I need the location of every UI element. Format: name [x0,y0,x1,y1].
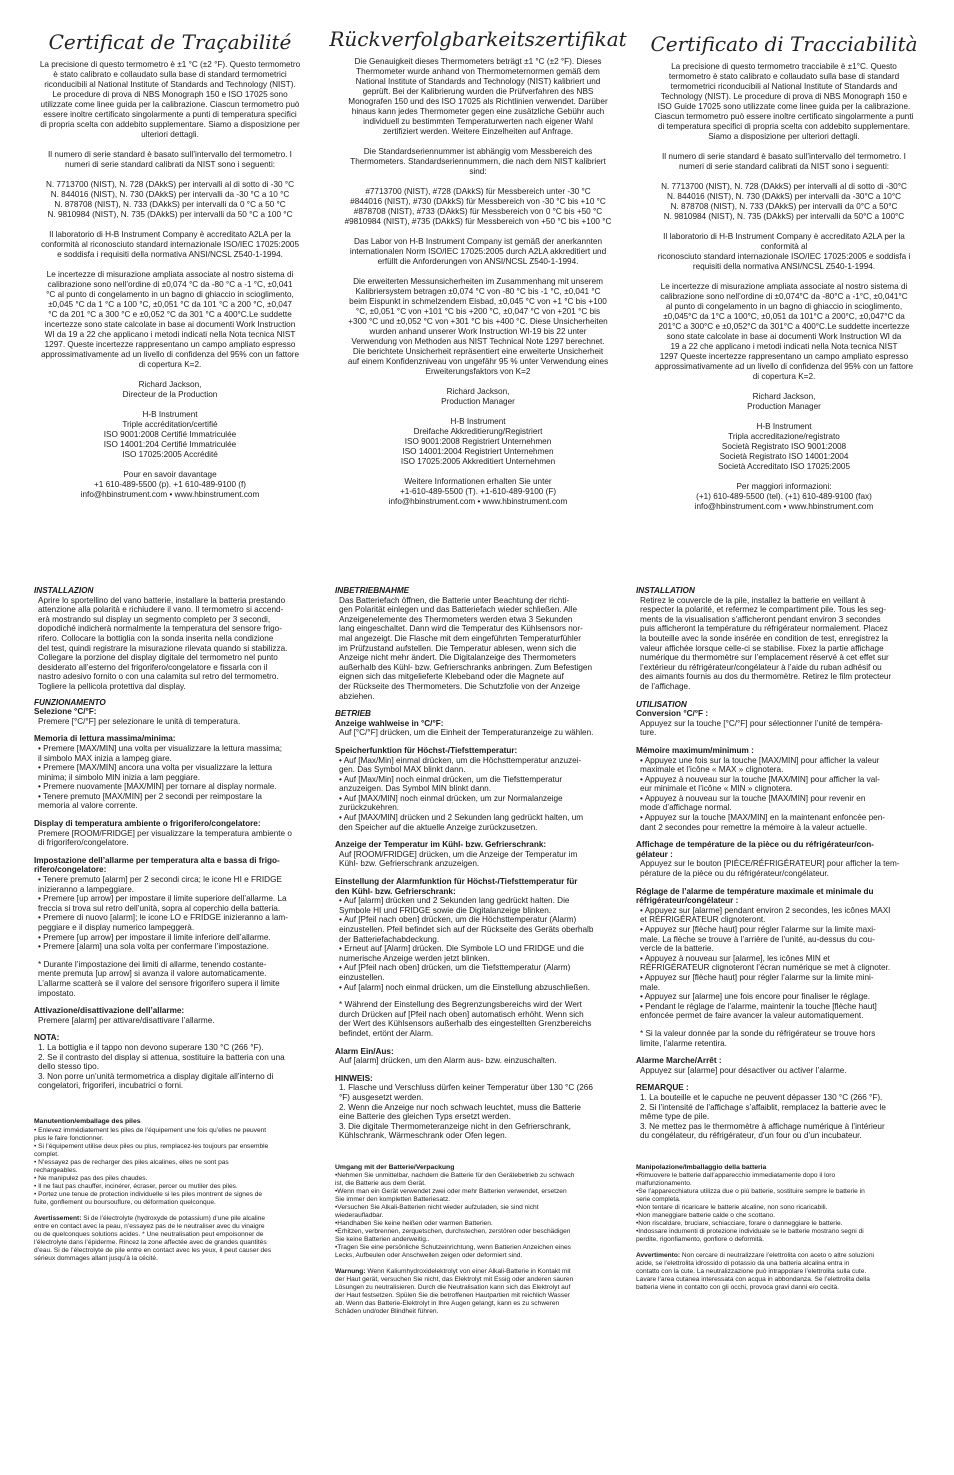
unit-selection-text: Auf [°C/°F] drücken, um die Einheit der Temperaturanzeige zu wählen. [339,728,594,738]
subheading-memory: Mémoire maximum/minimum : [636,745,754,755]
certificate-title: Certificat de Traçabilité [48,30,292,54]
subheading-battery-handling: Umgang mit der Batterie/Verpackung [335,1163,455,1171]
certificate-german [328,27,628,517]
display-text: Premere [ROOM/FRIDGE] per visualizzare la temperatura ambiente o di frigorifero/congelatore. [38,828,292,848]
section-heading-operation: UTILISATION [636,699,687,709]
alarm-toggle-text: Premere [alarm] per attivare/disattivare l’allarme. [38,1015,215,1025]
cert-uncertainty-paragraph: Le incertezze di misurazione ampliata associate al nostro sistema di calibrazione sono nell’ordine di ±0,074°C da -80°C a -1°C, ±0,041°C al punto di congelamento in un bagno di ghiaccio in scioglimento, ±0,045°C da 1°C a 100°C, ±0,051 da 101°C a 200°C, ±0,047°C da 201°C a 300°C e ±0,052°C da 301°C a 400°C.Le suddette incertezze sono state calcolate in base ai documenti Work Instruction WI da 19 a 22 che applicano i metodi indicati nella Nota tecnica NIST 1297 Queste incertezze rappresentano un campo ampliato espresso approssimativamente ad un livello di confidenza del 95% con un fattore di copertura K=2. [654,282,914,381]
battery-handling-text: • Enlevez immédiatement les piles de l’équipement une fois qu’elles ne peuvent plus le faire fonctionner. • Si l’équipement utilise deux piles ou plus, remplacez-les toujours par ensemble complet. • N’essayez pas de recharger des piles alcalines, elles ne sont pas rechargeables. • Ne manipulez pas des piles chaudes. • Il ne faut pas chauffer, incinérer, écraser, percer ou mutiler des piles. • Portez une tenue de protection individuelle si les piles montrent de signes de fuite, gonflement ou boursouflure, ou déformation quelconque. [34,1126,269,1206]
alarm-toggle-text: Appuyez sur [alarme] pour désactiver ou activer l’alarme. [640,1065,847,1075]
cert-serial-intro: Il numero di serie standard è basato sull’intervallo del termometro. I numeri di serie standard calibrati da NIST sono i seguenti: [662,152,906,171]
alarm-toggle-text: Auf [alarm] drücken, um den Alarm aus- bzw. einzuschalten. [339,1056,557,1066]
subheading-unit-selection: Anzeige wahlweise in °C/°F: [335,718,444,728]
cert-contact: Per maggiori informazioni: (+1) 610-489-5500 (tel). (+1) 610-489-9100 (fax) info@hbinstrument.com • www.hbinstrument.com [694,482,874,511]
cert-serial-intro: Die Standardseriennummer ist abhängig vom Messbereich des Thermometers. Standardseriennummern, die nach dem NIST kalibriert sind: [350,147,606,176]
unit-selection-text: Premere [°C/°F] per selezionare le unità di temperatura. [38,716,241,726]
subheading-display: Anzeige der Temperatur im Kühl- bzw. Gefrierschrank: [335,840,547,850]
note-text: 1. La bouteille et le capuche ne peuvent dépasser 130 °C (266 °F). 2. Si l’intensité de l’affichage s’affaiblit, remplacez la batterie avec le même type de pile. 3. Ne mettez pas le thermomètre à affichage numérique à l’intérieur du congélateur, du réfrigérateur, d’un four ou d’un incubateur. [640,1092,886,1141]
certificate-french [20,30,320,510]
alarm-note: * Durante l’impostazione dei limiti di allarme, tenendo costante- mente premuta [up arrow] si avanza il valore automaticamente. L’allarme scatterà se il valore del sensore frigorifero supera il limite impostato. [38,959,280,998]
subheading-alarm-setting: Impostazione dell’allarme per temperatura alta e bassa di frigo- rifero/congelatore: [34,855,280,875]
memory-text: • Appuyez une fois sur la touche [MAX/MIN] pour afficher la valeur maximale et l’icône « MAX » clignotera. • Appuyez à nouveau sur la touche [MAX/MIN] pour afficher la val- eur minimale et l’icône « MIN » clignotera. • Appuyez à nouveau sur la touche [MAX/MIN] pour revenir en mode d’affichage normal. • Appuyez sur la touche [MAX/MIN] en la maintenant enfoncée pen- dant 2 secondes pour remettre la mémoire à la valeur actuelle. [640,755,885,832]
battery-handling-text: •Rimuovere le batterie dall’apparecchio immediatamente dopo il loro malfunzionamento. •Se l’apparecchiatura utilizza due o più batterie, sostituire sempre le batterie in serie completa. •Non tentare di ricaricare le batterie alcaline, non sono ricaricabili. •Non maneggiare batterie calde o che scottano. •Non riscaldare, bruciare, schiacciare, forare o danneggiare le batterie. •Indossare indumenti di protezione individuale se le batterie mostrano segni di perdite, rigonfiamento, gonfiore o deformità. [636,1172,865,1244]
installation-text: Retirez le couvercle de la pile, installez la batterie en veillant à respecter la polarité, et refermez le compartiment pile. Tous les seg- ments de la visualisation s’afficheront pendant environ 3 secondes puis afficheront la température du réfrigérateur normalement. Placez la bouteille avec la sonde insérée en condition de test, enregistrez la valeur affichée lorsque celle-ci se stabilise. Fixez la partie affichage numérique du thermomètre sur l’emplacement réservé à cet effet sur l’extérieur du réfrigérateur/congélateur à l’aide du ruban adhésif ou des aimants fournis au dos du thermomètre. Retirez le film protecteur de l’affichage. [640,595,892,691]
cert-company-block: H-B Instrument Dreifache Akkreditierung/Registriert ISO 9001:2008 Registriert Unternehmen ISO 14001:2004 Registriert Unternehmen ISO 17025:2005 Akkreditiert Unternehmen [400,417,556,466]
warning-label: Avvertimento: [636,1252,681,1260]
subheading-display: Affichage de température de la pièce ou du réfrigérateur/con- gélateur : [636,840,874,859]
subheading-display: Display di temperatura ambiente o frigorifero/congelatore: [34,819,261,829]
certificate-italian [634,32,934,522]
cert-serial-list: N. 7713700 (NIST), N. 728 (DAkkS) per intervalli al di sotto di -30°C N. 844016 (NIST), N. 730 (DAkkS) per intervalli da -30°C a 10°C N. 878708 (NIST), N. 733 (DAkkS) per intervalli da 0°C a 50°C N. 9810984 (NIST), N. 735 (DAkkS) per intervalli da 50°C a 100°C [661,182,907,221]
alarm-setting-text: • Appuyez sur [alarme] pendant environ 2 secondes, les icônes MAXI et RÉFRIGÉRATEUR clignoteront. • Appuyez sur [flèche haut] pour régler l’alarme sur la limite maxi- male. La flèche se trouve à l’arrière de l’unité, au-dessus du cou- vercle de la batterie. • Appuyez à nouveau sur [alarme], les icônes MIN et RÉFRIGÉRATEUR clignoteront l’écran numérique se met à clignoter. • Appuyez sur [flèche haut] pour régler l’alarme sur la limite mini- male. • Appuyez sur [alarme] une fois encore pour finaliser le réglage. • Pendant le réglage de l’alarme, maintenir la touche [flèche haut] enfoncée permet de faire avancer la valeur automatiquement. [640,905,891,1021]
instructions-french [636,580,926,1292]
cert-accuracy-paragraph: Die Genauigkeit dieses Thermometers beträgt ±1 °C (±2 °F). Dieses Thermometer wurde anhand von Thermometernormen gemäß dem National Institute of Standards and Technology (NIST) kalibriert und geprüft. Bei der Kalibrierung wurden die Prüfverfahren des NBS Monografen 150 und des ISO 17025 als Richtlinien verwendet. Darüber hinaus kann jedes Thermometer gegen eine zusätzliche Gebühr auch individuell zu bestimmten Temperaturwerten nach eigener Wahl zertifiziert werden. Weitere Einzelheiten auf Anfrage. [348,57,608,136]
unit-selection-text: Appuyez sur la touche [°C/°F] pour sélectionner l’unité de tempéra- ture. [640,718,883,738]
subheading-unit-selection: Conversion °C/°F : [636,709,709,719]
cert-signature: Richard Jackson, Production Manager [747,392,821,411]
subheading-memory: Memoria di lettura massima/minima: [34,734,176,744]
alarm-note: * Si la valeur donnée par la sonde du réfrigérateur se trouve hors limite, l’alarme retentira. [640,1028,876,1048]
cert-lab-accreditation: Il laboratorio di H-B Instrument Company è accreditato A2LA per la conformità al riconosciuto standard internazionale ISO/IEC 17025:2005 e soddisfa i requisiti della normativa ANSI/NCSL Z540-1-1994. [657,232,911,271]
cert-contact: Weitere Informationen erhalten Sie unter +1-610-489-5500 (T). +1-610-489-9100 (F) info@hbinstrument.com • www.hbinstrument.com [388,477,568,506]
display-text: Auf [ROOM/FRIDGE] drücken, um die Anzeige der Temperatur im Kühl- bzw. Gefrierschrank anzuzeigen. [339,849,578,869]
warning-label: Warnung: [335,1268,366,1276]
alarm-note: * Während der Einstellung des Begrenzungsbereichs wird der Wert durch Drücken auf [Pfeil nach oben] automatisch erhöht. Wenn sich der Wert des Kühlsensors außerhalb des eingestellten Grenzbereichs befindet, ertönt der Alarm. [339,1000,592,1038]
subheading-alarm-toggle: Alarme Marche/Arrêt : [636,1056,722,1066]
subheading-memory: Speicherfunktion für Höchst-/Tiefsttemperatur: [335,745,518,755]
subheading-alarm-setting: Réglage de l’alarme de température maximale et minimale du réfrigérateur/congélateur : [636,886,874,906]
cert-serial-intro: Il numero di serie standard è basato sull’intervallo del termometro. I numeri di serie standard calibrati da NIST sono i seguenti: [48,150,292,169]
battery-warning [34,1215,324,1263]
subheading-unit-selection: Selezione °C/°F: [34,707,97,717]
battery-warning [335,1268,625,1316]
cert-signature: Richard Jackson, Directeur de la Production [122,380,218,399]
display-text: Appuyez sur le bouton [PIÈCE/RÉFRIGÉRATEUR] pour afficher la tem- pérature de la pièce ou du réfrigérateur/congélateur. [640,859,900,879]
warning-label: Avertissement: [34,1214,82,1222]
section-heading-operation: BETRIEB [335,709,371,719]
subheading-alarm-setting: Einstellung der Alarmfunktion für Höchst-/Tiefsttemperatur für den Kühl- bzw. Gefrierschrank: [335,877,578,896]
subheading-note: NOTA: [34,1033,60,1043]
subheading-alarm-toggle: Attivazione/disattivazione dell’allarme: [34,1006,185,1016]
subheading-battery-handling: Manipolazione/Imballaggio della batteria [636,1163,767,1171]
cert-uncertainty-paragraph: Die erweiterten Messunsicherheiten im Zusammenhang mit unserem Kalibriersystem betragen ±0,074 °C von -80 °C bis -1 °C, ±0,041 °C beim Eispunkt in schmelzendem Eisbad, ±0,045 °C von +1 °C bis +100 °C, ±0,051 °C von +101 °C bis +200 °C, ±0,047 °C von +201 °C bis +300 °C und ±0,052 °C von +301 °C bis +400 °C. Diese Unsicherheiten wurden anhand unserer Work Instruction WI-19 bis 22 unter Verwendung von Methoden aus NIST Technical Note 1297 berechnet. Die berichtete Unsicherheit repräsentiert eine erweiterte Unsicherheit auf einem Konfidenzniveau von ungefähr 95 % unter Verwendung eines Erweiterungsfaktors von K=2 [347,277,609,376]
certificate-title: Certificato di Tracciabilità [650,32,918,56]
warning-text: Si de l’électrolyte (hydroxyde de potassium) d’une pile alcaline entre en contact avec la peau, n’essayez pas de le neutraliser avec du vinaigre ou de quelconques solutions acides. * Une neutralisation peut empoisonner de l’électrolyte dans l’épiderme. Rincez la zone affectée avec de grandes quantités d’eau. Si de l’électrolyte de pile entre en contact avec les yeux, il peut causer des sérieux dommages allant jusqu’à la cécité. [34,1214,272,1262]
instructions-italian [34,580,324,1263]
subheading-battery-handling: Manutention/emballage des piles [34,1117,141,1125]
cert-accuracy-paragraph: La precisione di questo termometro è ±1 °C (±2 °F). Questo termometro è stato calibrato e collaudato sulla base di standard termometrici riconducibili al National Institute of Standards and Technology (NIST). Le procedure di prova di NBS Monograph 150 e ISO 17025 sono utilizzate come linee guida per la calibrazione. Ciascun termometro può essere inoltre certificato singolarmente a punti di temperatura specifici di propria scelta con addebito supplementare. Siamo a disposizione per ulteriori dettagli. [39,60,301,139]
installation-text: Das Batteriefach öffnen, die Batterie unter Beachtung der richti- gen Polarität einlegen und das Batteriefach wieder schließen. Alle Anzeigenelemente des Thermometers werden etwa 3 Sekunden lang eingeschaltet. Dann wird die Temperatur des Kühlsensors nor- mal angezeigt. Die Flasche mit dem eingeführten Temperaturfühler im Prüfzustand aufstellen. Die Temperatur ablesen, wenn sich die Anzeige nicht mehr ändert. Die Digitalanzeige des Thermometers außerhalb des Kühl- bzw. Gefrierschranks anbringen. Zum Befestigen eignen sich das mitgelieferte Klebeband oder die Magnete auf der Rückseite des Thermometers. Die Schutzfolie von der Anzeige abziehen. [339,595,593,701]
cert-contact: Pour en savoir davantage +1 610-489-5500 (p). +1 610-489-9100 (f) info@hbinstrument.com • www.hbinstrument.com [80,470,260,499]
memory-text: • Premere [MAX/MIN] una volta per visualizzare la lettura massima; il simbolo MAX inizia a lampeg giare. • Premere [MAX/MIN] ancora una volta per visualizzare la lettura minima; il simbolo MIN inizia a lam peggiare. • Premere nuovamente [MAX/MIN] per tornare al display normale. • Tenere premuto [MAX/MIN] per 2 secondi per reimpostare la memoria al valore corrente. [38,743,283,811]
cert-lab-accreditation: Das Labor von H-B Instrument Company ist gemäß der anerkannten internationalen Norm ISO/IEC 17025:2005 durch A2LA akkreditiert und erfüllt die Anforderungen von ANSI/NCSL Z540-1-1994. [349,237,607,266]
battery-handling-text: •Nehmen Sie unmittelbar, nachdem die Batterie für den Gerätebetrieb zu schwach ist, die Batterie aus dem Gerät. •Wenn man ein Gerät verwendet zwei oder mehr Batterien verwendet, ersetzen Sie immer den kompletten Batteriesatz. •Versuchen Sie Alkali-Batterien nicht wieder aufzuladen, sie sind nicht wiederaufladbar. •Handhaben Sie keine heißen oder warmen Batterien. •Erhitzen, verbrennen, zerquetschen, durchstechen, zerstören oder beschädigen Sie keine Batterien anderweitig.. •Tragen Sie eine persönliche Schutzeinrichtung, wenn Batterien Anzeichen eines Lecks, Aufbeulen oder Anschwellen zeigen oder deformiert sind. [335,1172,575,1260]
note-text: 1. La bottiglia e il tappo non devono superare 130 °C (266 °F). 2. Se il contrasto del display si attenua, sostituire la batteria con una dello stesso tipo. 3. Non porre un’unità termometrica a display digitale all’interno di congelatori, frigoriferi, incubatrici o forni. [38,1042,285,1091]
cert-uncertainty-paragraph: Le incertezze di misurazione ampliata associate al nostro sistema di calibrazione sono nell’ordine di ±0,074 °C da -80 °C a -1 °C, ±0,041 °C al punto di congelamento in un bagno di ghiaccio in scioglimento, ±0,045 °C da 1 °C a 100 °C, ±0,051 °C da 101 °C a 200 °C, ±0,047 °C da 201 °C a 300 °C e ±0,052 °C da 301 °C a 400°C.Le suddette incertezze sono state calcolate in base ai documenti Work Instruction WI da 19 a 22 che applicano i metodi indicati nella Nota tecnica NIST 1297. Queste incertezze rappresentano un campo ampliato espresso approssimativamente ad un livello di confidenza del 95% con un fattore di copertura K=2. [40,270,300,369]
cert-accuracy-paragraph: La precisione di questo termometro tracciabile è ±1°C. Questo termometro è stato calibrato e collaudato sulla base di standard termometrici riconducibili al National Institute of Standards and Technology (NIST). Le procedure di prova di NBS Monograph 150 e ISO Guide 17025 sono utilizzate come linee guida per la calibrazione. Ciascun termometro può essere inoltre certificato singolarmente a punti di temperatura specifici di propria scelta con addebito supplementare. Siamo a disposizione per ulteriori dettagli. [654,62,914,141]
cert-lab-accreditation: Il laboratorio di H-B Instrument Company è accreditato A2LA per la conformità al riconosciuto standard internazionale ISO/IEC 17025:2005 e soddisfa i requisiti della normativa ANSI/NCSL Z540-1-1994. [40,230,300,259]
cert-company-block: H-B Instrument Tripla accreditazione/registrato Società Registrato ISO 9001:2008 Società Registrato ISO 14001:2004 Società Accreditato ISO 17025:2005 [718,422,850,471]
memory-text: • Auf [Max/Min] einmal drücken, um die Höchsttemperatur anzuzei- gen. Das Symbol MAX blinkt dann. • Auf [Max/Min] noch einmal drücken, um die Tiefsttemperatur anzuzeigen. Das Symbol MIN blinkt dann. • Auf [MAX/MIN] noch einmal drücken, um zur Normalanzeige zurückzukehren. • Auf [MAX/MIN] drücken und 2 Sekunden lang gedrückt halten, um den Speicher auf die aktuelle Anzeige zurückzusetzen. [339,755,584,832]
cert-serial-list: #7713700 (NIST), #728 (DAkkS) für Messbereich unter -30 °C #844016 (NIST), #730 (DAkkS) für Messbereich von -30 °C bis +10 °C #878708 (NIST), #733 (DAkkS) für Messbereich von 0 °C bis +50 °C #9810984 (NIST), #735 (DAkkS) für Messbereich von +50 °C bis +100 °C [344,187,612,226]
cert-company-block: H-B Instrument Triple accréditation/certifié ISO 9001:2008 Certifié Immatriculée ISO 14001:204 Certifié Immatriculée ISO 17025:2005 Accrédité [103,410,237,459]
instructions-german [335,580,625,1316]
section-heading-installation: INBETRIEBNAHME [335,586,410,595]
certificate-title: Rückverfolgbarkeitszertifikat [329,27,627,51]
note-text: 1. Flasche und Verschluss dürfen keiner Temperatur über 130 °C (266 °F) ausgesetzt werden. 2. Wenn die Anzeige nur noch schwach leuchtet, muss die Batterie eine Batterie des gleichen Typs ersetzt werden. 3. Die digitale Thermometeranzeige nicht in den Gefrierschrank, Kühlschrank, Wärmeschrank oder Ofen legen. [339,1083,593,1141]
subheading-alarm-toggle: Alarm Ein/Aus: [335,1046,394,1056]
section-heading-installation: INSTALLATION [636,586,695,595]
battery-warning [636,1252,926,1292]
cert-signature: Richard Jackson, Production Manager [441,387,515,406]
subheading-note: REMARQUE : [636,1083,689,1093]
section-heading-installation: INSTALLAZION [34,586,94,595]
installation-text: Aprire lo sportellino del vano batterie, installare la batteria prestando attenzione alla polarità e richiudere il vano. Il termometro si accend- erà mostrando sul display un segmento completo per 3 secondi, dopodiché indicherà normalmente la temperatura del sensore frigo- rifero. Collocare la bottiglia con la sonda inserita nella condizione del test, quindi registrare la misurazione rilevata quando si stabilizza. Collegare la porzione del display digitale del termometro nel punto desiderato all’esterno del frigorifero/congelatore e fissarla con il nastro adesivo fornito o con una calamita sul retro del termometro. Togliere la pellicola protettiva dal display. [38,595,288,691]
warning-text: Non cercare di neutralizzare l’elettrolita con aceto o altre soluzioni acide, se l’elettrolita idrossido di potassio da una batteria alcalina entra in contatto con la cute. La neutralizzazione può intrappolare l’elettrolita sulla cute. Lavare l’area cutanea interessata con acqua in abbondanza. Se l’elettrolita della batteria viene in contatto con gli occhi, provoca gravi danni e/o cecità. [636,1252,874,1292]
subheading-note: HINWEIS: [335,1073,373,1083]
cert-serial-list: N. 7713700 (NIST), N. 728 (DAkkS) per intervalli al di sotto di -30 °C N. 844016 (NIST), N. 730 (DAkkS) per intervalli da -30 °C a 10 °C N. 878708 (NIST), N. 733 (DAkkS) per intervalli da 0 °C a 50 °C N. 9810984 (NIST), N. 735 (DAkkS) per intervalli da 50 °C a 100 °C [45,180,295,219]
alarm-setting-text: • Auf [alarm] drücken und 2 Sekunden lang gedrückt halten. Die Symbole HI und FRIDGE sowie die Digitalanzeige blinken. • Auf [Pfeil nach oben] drücken, um die Höchsttemperatur (Alarm) einzustellen. Pfeil befindet sich auf der Rückseite des Geräts oberhalb der Batteriefachabdeckung. • Erneut auf [Alarm] drücken. Die Symbole LO und FRIDGE und die numerische Anzeige werden jetzt blinken. • Auf [Pfeil nach oben] drücken, um die Tiefsttemperatur (Alarm) einzustellen. • Auf [alarm] noch einmal drücken, um die Einstellung abzuschließen. [339,896,594,992]
section-heading-operation: FUNZIONAMENTO [34,697,106,707]
warning-text: Wenn Kaliumhydroxidelektrolyt von einer Alkali-Batterie in Kontakt mit der Haut gerät, versuchen Sie nicht, das Elektrolyt mit Essig oder anderen sauren Lösungen zu neutralisieren. Durch die Neutralisation kann sich das Elektrolyt auf der Haut festsetzen. Spülen Sie die betroffenen Hautpartien mit reichlich Wasser ab. Wenn das Batterie-Elektrolyt in Ihre Augen gelangt, kann es zu schweren Schäden und/oder Blindheit führen. [335,1268,574,1316]
alarm-setting-text: • Tenere premuto [alarm] per 2 secondi circa; le icone HI e FRIDGE inizieranno a lampeggiare. • Premere [up arrow] per impostare il limite superiore dell’allarme. La freccia si trova sul retro dell’unità, sopra al coperchio della batteria. • Premere di nuovo [alarm]; le icone LO e FRIDGE inizieranno a lam- peggiare e il display numerico lampeggerà. • Premere [up arrow] per impostare il limite inferiore dell’allarme. • Premere [alarm] una sola volta per confermare l’impostazione. [38,875,288,952]
